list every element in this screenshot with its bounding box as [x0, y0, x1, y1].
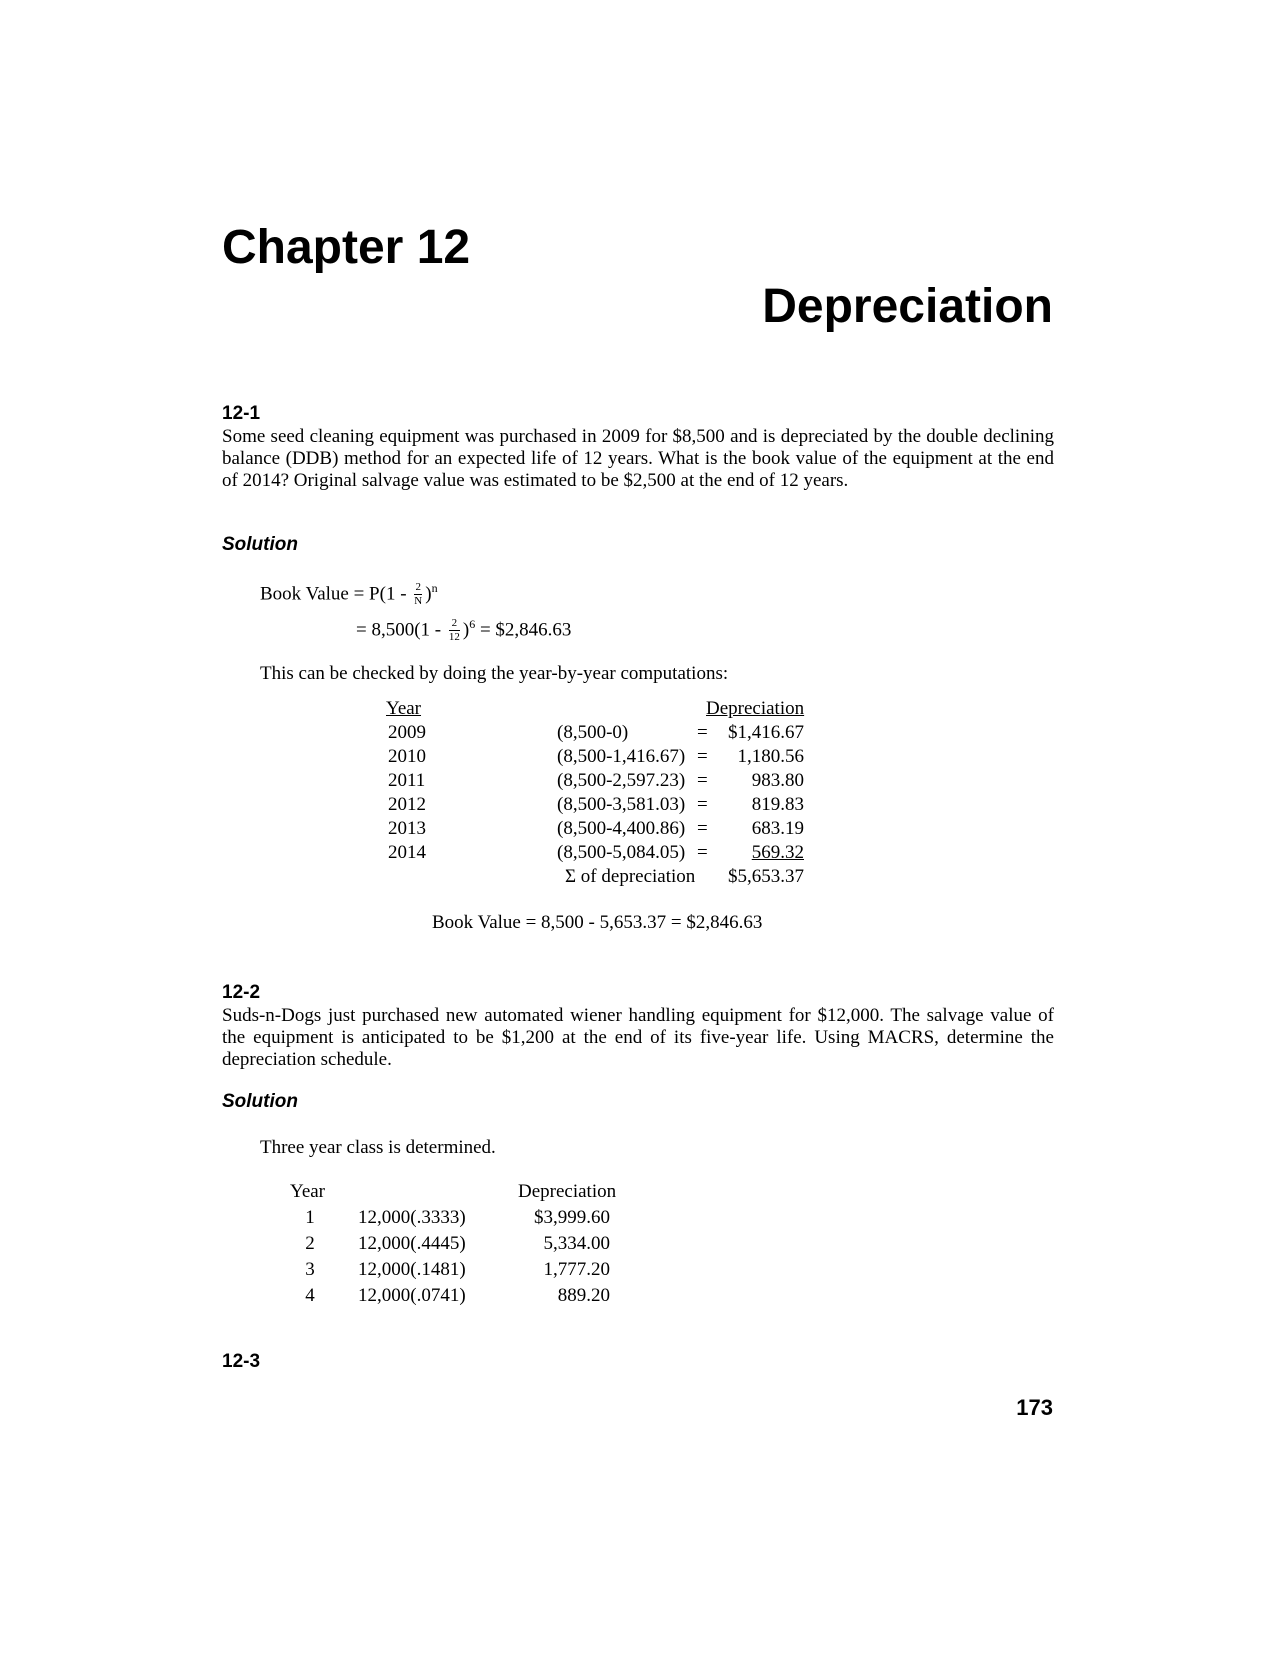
chapter-label: Chapter 12 — [222, 221, 471, 274]
ddb-depreciation: 819.83 — [751, 794, 804, 815]
solution-heading-12-1: Solution — [222, 534, 298, 555]
ddb-sum-label: Σ of depreciation — [565, 866, 696, 887]
class-text: Three year class is determined. — [260, 1137, 496, 1158]
problem-number-12-1: 12-1 — [222, 403, 261, 424]
ddb-depreciation: 569.32 — [751, 842, 804, 863]
ddb-year: 2011 — [388, 770, 426, 791]
ddb-depreciation: $1,416.67 — [728, 722, 804, 743]
solution-heading-12-2: Solution — [222, 1091, 298, 1112]
macrs-depreciation: $3,999.60 — [534, 1207, 610, 1228]
macrs-depreciation: 1,777.20 — [543, 1259, 610, 1280]
ddb-calc: (8,500-5,084.05) — [557, 842, 686, 863]
ddb-year: 2014 — [388, 842, 426, 863]
macrs-calc: 12,000(.0741) — [358, 1285, 466, 1306]
problem-number-12-3: 12-3 — [222, 1351, 261, 1372]
check-text: This can be checked by doing the year-by-year computations: — [260, 663, 729, 684]
book-value-check: Book Value = 8,500 - 5,653.37 = $2,846.63 — [432, 912, 763, 933]
problem-12-1-text: Some seed cleaning equipment was purchased in 2009 for $8,500 and is depreciated by the double declining balance (DDB) method for an expected life of 12 years. What is the book value of the equipment at the end of 2014? Original salvage value was estimated to be $2,500 at the end of 12 years. — [222, 426, 1054, 491]
ddb-equals: = — [697, 746, 708, 767]
macrs-calc: 12,000(.1481) — [358, 1259, 466, 1280]
book-value-substitution: = 8,500(1 - $\frac{2}{12}$ )$^6$ = $2,846.63 — [356, 617, 572, 644]
book-value-formula — [260, 582, 438, 607]
ddb-depreciation: 1,180.56 — [737, 746, 804, 767]
fraction-2-over-12: $\frac{2}{12}$ — [448, 617, 460, 644]
ddb-header-depreciation: Depreciation — [706, 698, 805, 719]
ddb-calc: (8,500-2,597.23) — [557, 770, 686, 791]
macrs-year: 4 — [305, 1285, 315, 1306]
ddb-equals: = — [697, 770, 708, 791]
problem-12-2-text: Suds-n-Dogs just purchased new automated wiener handling equipment for $12,000. The salvage value of the equipment is anticipated to be $1,200 at the end of its five-year life. Using MACRS, determine the depreciation schedule. — [222, 1005, 1054, 1070]
formula-exponent: n — [431, 581, 438, 595]
ddb-calc: (8,500-1,416.67) — [557, 746, 686, 767]
ddb-equals: = — [697, 794, 708, 815]
ddb-equals: = — [697, 818, 708, 839]
ddb-equals: = — [697, 842, 708, 863]
ddb-calc: (8,500-0) — [557, 722, 629, 743]
ddb-depreciation: 983.80 — [751, 770, 804, 791]
ddb-year: 2009 — [388, 722, 426, 743]
ddb-year: 2010 — [388, 746, 426, 767]
ddb-header-year: Year — [386, 698, 422, 719]
ddb-depreciation: 683.19 — [751, 818, 804, 839]
chapter-title: Depreciation — [762, 280, 1053, 333]
macrs-depreciation: 5,334.00 — [543, 1233, 610, 1254]
fraction-2-over-n: $\frac{2}{N}$ — [414, 581, 423, 608]
formula-rhs: ) — [425, 583, 432, 605]
ddb-year: 2012 — [388, 794, 426, 815]
macrs-year: 2 — [305, 1233, 315, 1254]
macrs-header-depreciation: Depreciation — [518, 1181, 617, 1202]
macrs-year: 3 — [305, 1259, 315, 1280]
macrs-calc: 12,000(.3333) — [358, 1207, 466, 1228]
macrs-header-year: Year — [290, 1181, 326, 1202]
macrs-calc: 12,000(.4445) — [358, 1233, 466, 1254]
page-number: 173 — [1016, 1395, 1053, 1420]
ddb-calc: (8,500-3,581.03) — [557, 794, 686, 815]
formula-lhs: Book Value = P(1 - — [260, 583, 412, 605]
ddb-calc: (8,500-4,400.86) — [557, 818, 686, 839]
ddb-equals: = — [697, 722, 708, 743]
macrs-depreciation: 889.20 — [557, 1285, 610, 1306]
formula-result: = $2,846.63 — [475, 619, 572, 641]
problem-number-12-2: 12-2 — [222, 982, 261, 1003]
macrs-year: 1 — [305, 1207, 315, 1228]
ddb-sum-value: $5,653.37 — [728, 866, 804, 887]
ddb-year: 2013 — [388, 818, 426, 839]
